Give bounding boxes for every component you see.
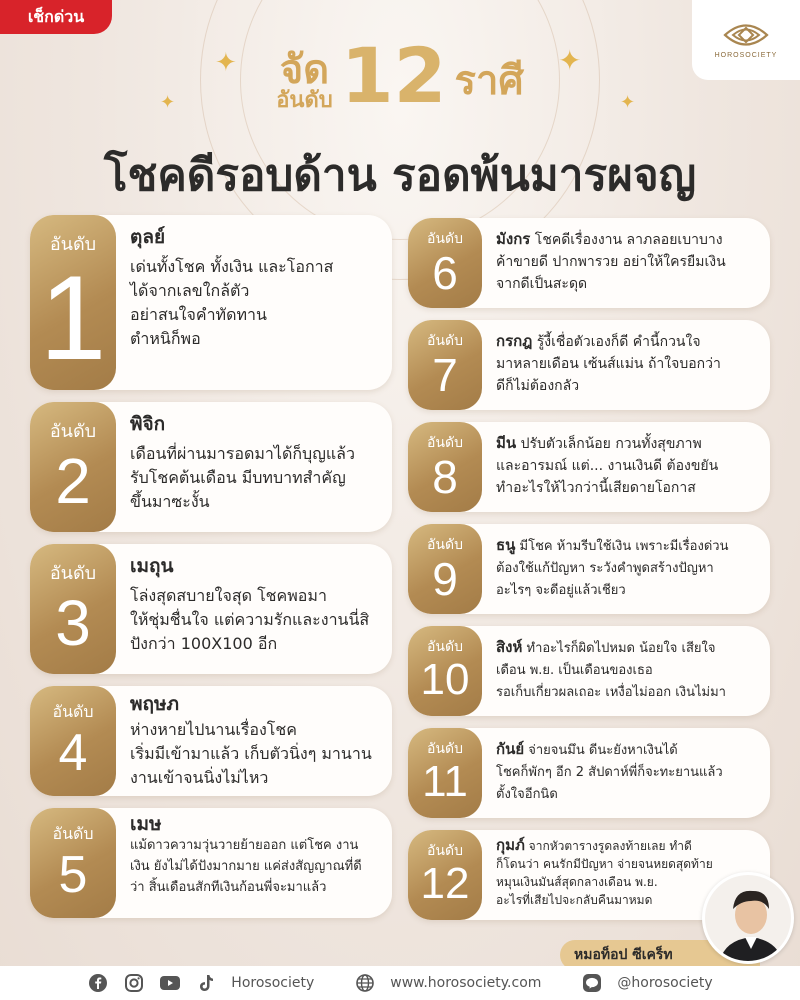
rank-card-8	[408, 422, 770, 512]
prediction-line: ตำหนิก็พอ	[130, 329, 201, 348]
title-word-rank: อันดับ	[276, 88, 333, 114]
sign-name: เมษ	[130, 813, 162, 835]
prediction-line: ปรับตัวเล็กน้อย กวนทั้งสุขภาพ	[516, 436, 702, 452]
rank-number: 11	[422, 757, 468, 806]
rank-number: 9	[432, 553, 458, 605]
rank-number: 4	[58, 724, 88, 782]
sign-name: กรกฎ	[496, 332, 533, 350]
prediction-line: ให้ชุ่มชื่นใจ แต่ความรักและงานนี่สิ	[130, 610, 370, 629]
rank-card-4	[30, 686, 392, 796]
rank-card-1	[30, 215, 392, 390]
prediction-line: งานเข้าจนนิ่งไม่ไหว	[130, 768, 269, 787]
sign-name: มังกร	[496, 230, 531, 248]
prediction-line: เดือนที่ผ่านมารอดมาได้ก็บุญแล้ว	[130, 444, 355, 463]
rank-label: อันดับ	[427, 231, 463, 247]
facebook-icon[interactable]	[87, 972, 109, 994]
sparkle-icon: ✦	[215, 48, 237, 78]
prediction-line: ทำอะไรให้ไวกว่านี้เสียดายโอกาส	[496, 480, 696, 496]
footer-bar	[0, 966, 800, 1000]
title-word-arrange: จัด	[279, 47, 330, 94]
prediction-line: อะไรๆ จะดีอยู่แล้วเชียว	[496, 583, 626, 598]
prediction-line: รับโชคต้นเดือน มีบทบาทสำคัญ	[130, 468, 346, 487]
prediction-line: เดือน พ.ย. เป็นเดือนของเธอ	[496, 663, 653, 678]
rank-label: อันดับ	[427, 843, 463, 859]
prediction-line: อย่าสนใจคำทัดทาน	[130, 305, 267, 324]
prediction-line: มีโชค ห้ามรีบใช้เงิน เพราะมีเรื่องด่วน	[515, 539, 729, 554]
globe-icon	[354, 972, 376, 994]
prediction-line: ค้าขายดี ปากพารวย อย่าให้ใครยืมเงิน	[496, 254, 726, 270]
rank-number: 1	[39, 251, 107, 385]
urgent-tag: เช็กด่วน	[0, 0, 112, 34]
prediction-line: ดีก็ไม่ต้องกลัว	[496, 378, 580, 394]
line-handle[interactable]: @horosociety	[617, 975, 713, 991]
youtube-icon[interactable]	[159, 972, 181, 994]
rank-card-7	[408, 320, 770, 410]
prediction-line: มาหลายเดือน เซ้นส์แม่น ถ้าใจบอกว่า	[496, 356, 721, 372]
sign-name: ตุลย์	[130, 226, 166, 248]
sparkle-icon: ✦	[620, 92, 636, 113]
rank-label: อันดับ	[49, 563, 97, 584]
prediction-line: หมุนเงินมันส์สุดกลางเดือน พ.ย.	[496, 875, 658, 889]
rank-card-11	[408, 728, 770, 818]
rank-card-10	[408, 626, 770, 716]
author-name: หมอท็อป ซีเคร็ท	[560, 940, 760, 970]
rank-number: 7	[432, 349, 458, 401]
sign-name: มีน	[496, 434, 517, 452]
sparkle-icon: ✦	[558, 44, 582, 77]
rank-label: อันดับ	[427, 741, 463, 757]
rank-number: 6	[432, 247, 458, 299]
social-handle[interactable]: Horosociety	[231, 975, 315, 991]
prediction-line: ว่า สิ้นเดือนสักทีเงินก้อนพี่จะมาแล้ว	[130, 880, 327, 895]
prediction-line: อะไรที่เสียไปจะกลับคืนมาหมด	[496, 893, 653, 907]
rank-card-2	[30, 402, 392, 532]
tiktok-icon[interactable]	[195, 972, 217, 994]
prediction-line: เงิน ยังไม่ได้ปังมากมาย แค่ส่งสัญญาณที่ดี	[130, 859, 362, 874]
prediction-line: จ่ายจนมึน ดีนะยังหาเงินได้	[524, 743, 678, 758]
sign-name: สิงห์	[496, 638, 523, 656]
prediction-line: โชคก็พักๆ อีก 2 สัปดาห์พี่ก็จะทะยานแล้ว	[496, 765, 723, 780]
prediction-line: ต้องใช้แก้ปัญหา ระวังคำพูดสร้างปัญหา	[496, 561, 714, 576]
prediction-line: ได้จากเลขใกล้ตัว	[130, 281, 250, 300]
rank-number: 3	[55, 587, 91, 659]
rank-card-9	[408, 524, 770, 614]
prediction-line: โชคดีเรื่องงาน ลาภลอยเบาบาง	[530, 232, 723, 248]
rank-number: 5	[58, 846, 88, 904]
rank-label: อันดับ	[49, 421, 97, 442]
rank-number: 12	[420, 859, 470, 908]
author-avatar	[702, 872, 794, 964]
rank-label: อันดับ	[52, 824, 94, 843]
prediction-line: ปังกว่า 100X100 อีก	[130, 634, 278, 653]
prediction-line: รอเก็บเกี่ยวผลเถอะ เหงื่อไม่ออก เงินไม่มา	[496, 685, 726, 700]
sign-name: พฤษภ	[130, 693, 180, 715]
prediction-line: ทำอะไรก็ผิดไปหมด น้อยใจ เสียใจ	[522, 641, 716, 656]
rank-number: 2	[55, 445, 91, 517]
prediction-line: ตั้งใจอีกนิด	[496, 787, 558, 802]
line-icon[interactable]	[581, 972, 603, 994]
prediction-line: โล่งสุดสบายใจสุด โชคพอมา	[130, 586, 327, 605]
prediction-line: เริ่มมีเข้ามาแล้ว เก็บตัวนิ่งๆ มานาน	[130, 744, 372, 763]
rank-label: อันดับ	[427, 333, 463, 349]
title-number: 12	[340, 31, 447, 120]
instagram-icon[interactable]	[123, 972, 145, 994]
prediction-line: ก็โดนว่า คนรักมีปัญหา จ่ายจนหยดสุดท้าย	[496, 857, 713, 871]
sign-name: กุมภ์	[496, 836, 525, 854]
sign-name: ธนู	[496, 536, 516, 554]
prediction-line: ขึ้นมาซะงั้น	[130, 492, 210, 511]
rank-number: 10	[420, 655, 470, 704]
rank-label: อันดับ	[427, 537, 463, 553]
prediction-line: จากหัวตารางรูดลงท้ายเลย ทำดี	[524, 839, 692, 853]
logo-text: HOROSOCIETY	[714, 51, 778, 59]
prediction-line: รู้งี้เชื่อตัวเองก็ดี คำนี้กวนใจ	[532, 334, 701, 350]
rank-label: อันดับ	[49, 234, 97, 255]
sign-name: พิจิก	[130, 413, 166, 435]
headline: โชคดีรอบด้าน รอดพ้นมารผจญ	[103, 150, 697, 201]
sparkle-icon: ✦	[160, 92, 176, 113]
sign-name: กันย์	[496, 740, 525, 758]
rank-card-5	[30, 808, 392, 918]
title-word-zodiac: ราศี	[454, 58, 524, 105]
prediction-line: ห่างหายไปนานเรื่องโชค	[130, 720, 297, 739]
rank-card-3	[30, 544, 392, 674]
rank-number: 8	[432, 451, 458, 503]
rank-label: อันดับ	[427, 435, 463, 451]
sign-name: เมถุน	[130, 555, 174, 577]
rank-label: อันดับ	[427, 639, 463, 655]
prediction-line: แม้ดาวความวุ่นวายย้ายออก แต่โชค งาน	[130, 838, 359, 853]
rank-card-6	[408, 218, 770, 308]
prediction-line: และอารมณ์ แต่... งานเงินดี ต้องขยัน	[496, 458, 719, 474]
prediction-line: จากดีเป็นสะดุด	[496, 276, 588, 292]
ranking-title	[0, 31, 800, 120]
rank-label: อันดับ	[52, 702, 94, 721]
prediction-line: เด่นทั้งโชค ทั้งเงิน และโอกาส	[130, 257, 334, 276]
website-link[interactable]: www.horosociety.com	[390, 975, 542, 991]
